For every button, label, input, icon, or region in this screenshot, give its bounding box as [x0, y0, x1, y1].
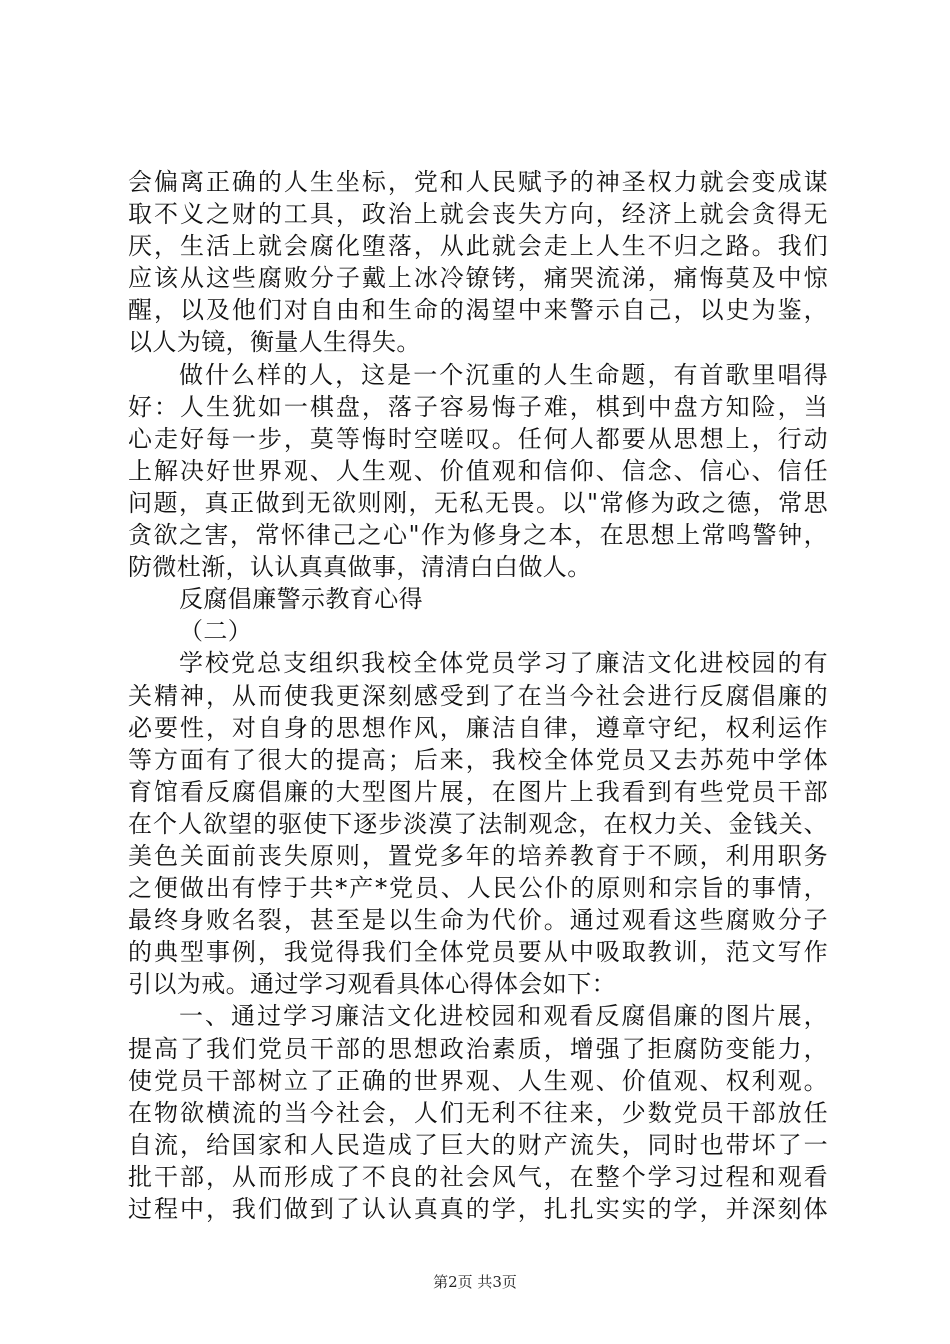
- text-line: 最终身败名裂，甚至是以生命为代价。通过观看这些腐败分子: [128, 906, 828, 935]
- text-line: 关精神，从而使我更深刻感受到了在当今社会进行反腐倡廉的: [128, 681, 828, 710]
- text-line: 取不义之财的工具，政治上就会丧失方向，经济上就会贪得无: [128, 200, 828, 229]
- text-line: 批干部，从而形成了不良的社会风气，在整个学习过程和观看: [128, 1162, 828, 1191]
- text-line: 问题，真正做到无欲则刚，无私无畏。以"常修为政之德，常思: [128, 488, 828, 517]
- paragraph-start-line: 学校党总支组织我校全体党员学习了廉洁文化进校园的有: [179, 649, 828, 678]
- text-line: 美色关面前丧失原则，置党多年的培养教育于不顾，利用职务: [128, 841, 828, 870]
- paragraph-start-line: 一、通过学习廉洁文化进校园和观看反腐倡廉的图片展，: [179, 1002, 828, 1031]
- text-line: 过程中，我们做到了认认真真的学，扎扎实实的学，并深刻体: [128, 1195, 828, 1223]
- text-line: 会偏离正确的人生坐标，党和人民赋予的神圣权力就会变成谋: [128, 168, 828, 196]
- document-body: [128, 166, 828, 1225]
- text-line: 自流，给国家和人民造成了巨大的财产流失，同时也带坏了一: [128, 1130, 828, 1159]
- text-line: 防微杜渐，认认真真做事，清清白白做人。: [128, 553, 592, 582]
- section-title: 反腐倡廉警示教育心得: [179, 585, 423, 614]
- text-line: 在物欲横流的当今社会，人们无利不往来，少数党员干部放任: [128, 1098, 828, 1127]
- text-line: 引以为戒。通过学习观看具体心得体会如下：: [128, 970, 616, 999]
- text-line: 心走好每一步，莫等悔时空嗟叹。任何人都要从思想上，行动: [128, 424, 828, 453]
- section-number: （二）: [179, 617, 253, 646]
- text-line: 育馆看反腐倡廉的大型图片展，在图片上我看到有些党员干部: [128, 777, 828, 806]
- text-line: 贪欲之害，常怀律己之心"作为修身之本，在思想上常鸣警钟，: [128, 521, 828, 550]
- text-line: 提高了我们党员干部的思想政治素质，增强了拒腐防变能力，: [128, 1034, 828, 1063]
- page-footer: [0, 1272, 950, 1292]
- text-line: 在个人欲望的驱使下逐步淡漠了法制观念，在权力关、金钱关、: [128, 809, 828, 838]
- text-line: 应该从这些腐败分子戴上冰冷镣铐，痛哭流涕，痛悔莫及中惊: [128, 264, 828, 293]
- text-line: 以人为镜，衡量人生得失。: [128, 328, 421, 357]
- text-line: 好：人生犹如一棋盘，落子容易悔子难，棋到中盘方知险，当: [128, 392, 828, 421]
- paragraph-start-line: 做什么样的人，这是一个沉重的人生命题，有首歌里唱得: [179, 360, 828, 389]
- page-number-label: 第2页 共3页: [433, 1273, 517, 1291]
- text-line: 的典型事例，我觉得我们全体党员要从中吸取教训，范文写作: [128, 938, 828, 967]
- text-line: 醒，以及他们对自由和生命的渴望中来警示自己，以史为鉴，: [128, 296, 828, 325]
- text-line: 厌，生活上就会腐化堕落，从此就会走上人生不归之路。我们: [128, 232, 828, 261]
- text-line: 上解决好世界观、人生观、价值观和信仰、信念、信心、信任: [128, 456, 828, 485]
- text-line: 等方面有了很大的提高；后来，我校全体党员又去苏苑中学体: [128, 745, 828, 774]
- text-line: 之便做出有悖于共*产*党员、人民公仆的原则和宗旨的事情，: [128, 874, 828, 903]
- text-line: 使党员干部树立了正确的世界观、人生观、价值观、权利观。: [128, 1066, 828, 1095]
- text-line: 必要性，对自身的思想作风，廉洁自律，遵章守纪，权利运作: [128, 713, 828, 742]
